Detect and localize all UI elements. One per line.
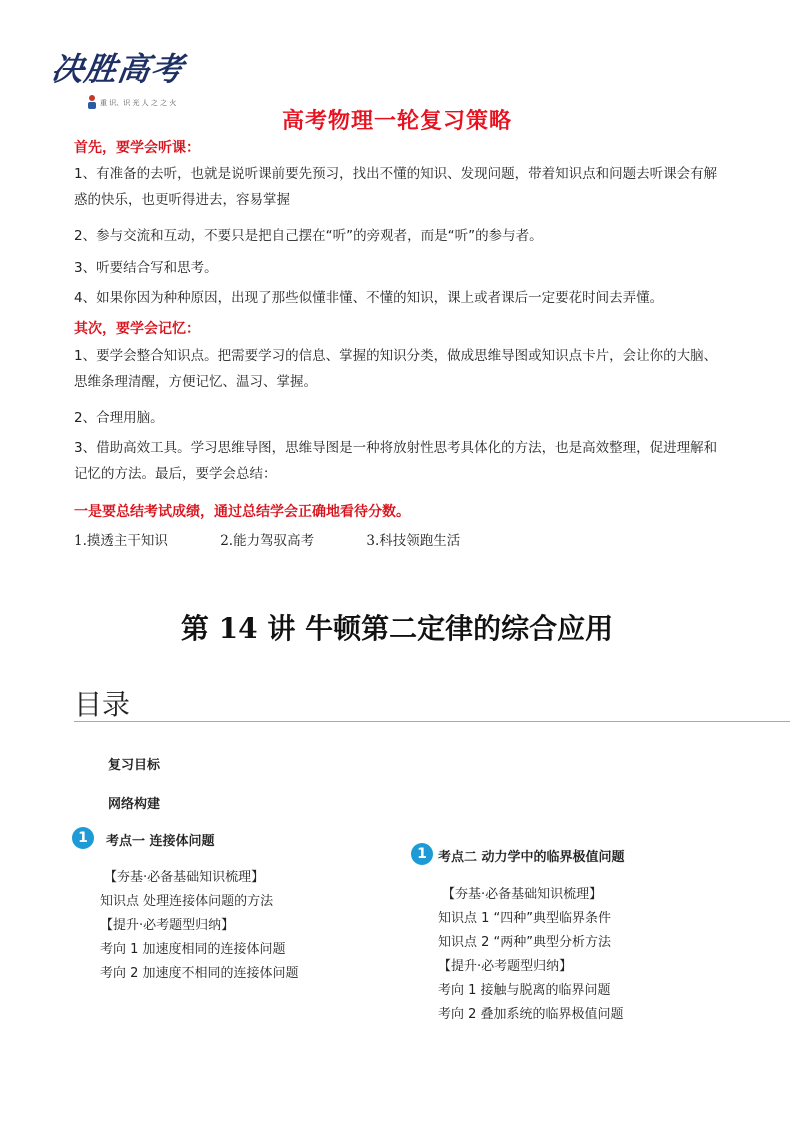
toc-topic2-line-4[interactable]: 【提升·必考题型归纳】 [438,959,573,974]
section2-item-2: 2、合理用脑。 [74,410,164,426]
topic1-badge: 1 [72,827,94,849]
toc-topic1-line-4[interactable]: 考向 1 加速度相同的连接体问题 [100,942,286,957]
toc-topic1-line-3[interactable]: 【提升·必考题型归纳】 [100,918,235,933]
toc-topic1-line-2[interactable]: 知识点 处理连接体问题的方法 [100,894,274,909]
toc-network[interactable]: 网络构建 [108,797,161,812]
point-2: 2.能力驾驭高考 [220,533,315,549]
section1-heading: 首先，要学会听课： [74,140,200,156]
logo-subtext: 重 识、识 光 人 之 之 火 [100,99,177,107]
toc-topic1-line-5[interactable]: 考向 2 加速度不相同的连接体问题 [100,966,299,981]
topic2-badge: 1 [411,843,433,865]
toc-topic1-line-1[interactable]: 【夯基·必备基础知识梳理】 [104,870,265,885]
summary-highlight: 一是要总结考试成绩，通过总结学会正确地看待分数。 [74,504,410,520]
logo-text: 决胜高考 [49,50,187,88]
section2-heading: 其次，要学会记忆： [74,321,200,337]
toc-topic2-title[interactable]: 考点二 动力学中的临界极值问题 [438,850,625,865]
toc-topic1-title[interactable]: 考点一 连接体问题 [106,834,215,849]
toc-topic2-line-3[interactable]: 知识点 2 “两种”典型分析方法 [438,935,612,950]
section1-item-3: 3、听要结合写和思考。 [74,260,218,276]
point-3: 3.科技领跑生活 [366,533,461,549]
point-1: 1.摸透主干知识 [74,533,168,549]
toc-topic2-line-2[interactable]: 知识点 1 “四种”典型临界条件 [438,911,612,926]
toc-topic2-line-6[interactable]: 考向 2 叠加系统的临界极值问题 [438,1007,624,1022]
toc-divider [74,721,790,722]
toc-topic2-line-5[interactable]: 考向 1 接触与脱离的临界问题 [438,983,611,998]
section2-item-3: 3、借助高效工具。学习思维导图，思维导图是一种将放射性思考具体化的方法，也是高效整理，促进理解和记忆的方法。最后，要学会总结： [74,440,718,482]
strategy-title: 高考物理一轮复习策略 [281,109,512,134]
section1-item-1: 1、有准备的去听，也就是说听课前要先预习，找出不懂的知识、发现问题，带着知识点和问题去听课会有解惑的快乐，也更听得进去，容易掌握 [74,166,718,208]
section1-item-2: 2、参与交流和互动，不要只是把自己摆在“听”的旁观者，而是“听”的参与者。 [74,228,543,244]
toc-heading: 目录 [74,688,131,721]
section1-item-4: 4、如果你因为种种原因，出现了那些似懂非懂、不懂的知识，课上或者课后一定要花时间去弄懂。 [74,290,664,306]
section2-item-1: 1、要学会整合知识点。把需要学习的信息、掌握的知识分类，做成思维导图或知识点卡片，会让你的大脑、思维条理清醒，方便记忆、温习、掌握。 [74,348,718,390]
toc-goal[interactable]: 复习目标 [108,758,161,773]
toc-topic2-line-1[interactable]: 【夯基·必备基础知识梳理】 [442,887,603,902]
lecture-title: 第 14 讲 牛顿第二定律的综合应用 [180,612,614,645]
key-points [74,529,508,549]
